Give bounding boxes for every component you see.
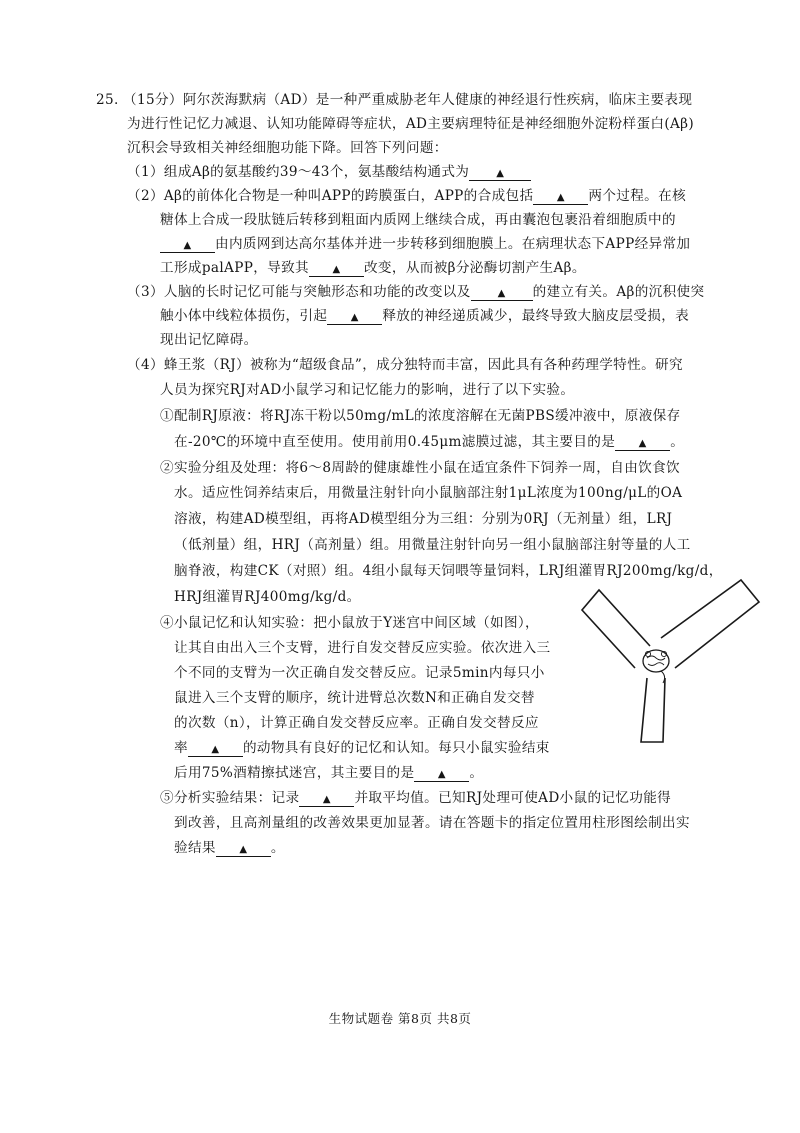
step4-text-7b: 。 — [469, 765, 484, 781]
q3-text-1a: （3）人脑的长时记忆可能与突触形态和功能的改变以及 — [127, 284, 471, 300]
step2-line-6: HRJ组灌胃RJ400mg/kg/d。 — [174, 589, 361, 605]
step1-text-2a: 在-20℃的环境中直至使用。使用前用0.45μm滤膜过滤，其主要目的是 — [174, 434, 616, 450]
step4-line-2: 让其自由出入三个支臂，进行自发交替反应实验。依次进入三 — [174, 640, 551, 656]
triangle-marker-icon: ▲ — [556, 192, 565, 203]
page-footer: 生物试题卷 第8页 共8页 — [328, 1011, 472, 1026]
q2-text-3b: 由内质网到达高尔基体并进一步转移到细胞膜上。在病理状态下APP经异常加 — [215, 236, 691, 252]
q3-text-2a: 触小体中线粒体损伤，引起 — [160, 308, 328, 324]
step4-line-4: 鼠进入三个支臂的顺序，统计进臂总次数N和正确自发交替 — [174, 690, 535, 706]
step5-text-3a: 验结果 — [174, 840, 216, 856]
q4-line-2: 人员为探究RJ对AD小鼠学习和记忆能力的影响，进行了以下实验。 — [160, 382, 575, 398]
step4-text-6a: 率 — [174, 740, 188, 756]
step5-text-3b: 。 — [270, 840, 285, 856]
step5-line-3 — [174, 838, 285, 858]
q2-text-4a: 工形成palAPP，导致其 — [160, 260, 309, 276]
q3-line-3: 现出记忆障碍。 — [160, 332, 258, 348]
q2-line-3 — [160, 234, 690, 254]
triangle-marker-icon: ▲ — [638, 438, 647, 449]
step1-line-1: ①配制RJ原液：将RJ冻干粉以50mg/mL的浓度溶解在无菌PBS缓冲液中，原液保存 — [160, 408, 681, 424]
q2-text-1b: 两个过程。在核 — [588, 188, 687, 204]
q2-answer-blank-1[interactable] — [533, 188, 588, 205]
triangle-marker-icon: ▲ — [239, 844, 248, 855]
triangle-marker-icon: ▲ — [496, 168, 505, 179]
step4-line-5: 的次数（n），计算正确自发交替反应率。正确自发交替反应 — [174, 715, 539, 731]
q2-text-4b: 改变，从而被β分泌酶切割产生Aβ。 — [363, 260, 586, 276]
step4-line-3: 个不同的支臂为一次正确自发交替反应。记录5min内每只小 — [174, 665, 545, 681]
step5-text-1a: ⑤分析实验结果：记录 — [160, 790, 300, 806]
step5-answer-blank-1[interactable] — [299, 790, 354, 807]
triangle-marker-icon: ▲ — [437, 769, 446, 780]
q2-answer-blank-2[interactable] — [160, 236, 215, 253]
intro-line-3: 沉积会导致相关神经细胞功能下降。回答下列问题： — [127, 140, 448, 156]
q3-answer-blank-1[interactable] — [471, 284, 533, 301]
step1-text-2b: 。 — [670, 434, 685, 450]
y-maze-right-arm — [661, 580, 759, 668]
triangle-marker-icon: ▲ — [211, 744, 220, 755]
question-number: 25. — [96, 92, 119, 108]
q1-text: （1）组成Aβ的氨基酸约39～43个，氨基酸结构通式为 — [127, 164, 470, 180]
q3-text-1b: 的建立有关。Aβ的沉积使突 — [532, 284, 705, 300]
q2-answer-blank-3[interactable] — [309, 260, 364, 277]
triangle-marker-icon: ▲ — [497, 288, 506, 299]
q3-text-2b: 释放的神经递质减少，最终导致大脑皮层受损，表 — [382, 308, 690, 324]
q2-text-1a: （2）Aβ的前体化合物是一种叫APP的跨膜蛋白，APP的合成包括 — [127, 188, 534, 204]
step2-line-1: ②实验分组及处理：将6～8周龄的健康雄性小鼠在适宜条件下饲养一周，自由饮食饮 — [160, 460, 680, 476]
step4-line-7 — [174, 763, 483, 783]
y-maze-figure — [577, 568, 765, 746]
triangle-marker-icon: ▲ — [322, 794, 331, 805]
step2-line-5: 脑脊液，构建CK（对照）组。4组小鼠每天饲喂等量饲料，LRJ组灌胃RJ200mg/kg/d， — [174, 563, 723, 579]
step2-line-3: 溶液，构建AD模型组，再将AD模型组分为三组：分别为0RJ（无剂量）组，LRJ — [174, 511, 673, 527]
step4-line-1: ④小鼠记忆和认知实验：把小鼠放于Y迷宫中间区域（如图）， — [160, 615, 540, 631]
step4-text-7a: 后用75%酒精擦拭迷宫，其主要目的是 — [174, 765, 415, 781]
q4-line-1: （4）蜂王浆（RJ）被称为“超级食品”，成分独特而丰富，因此具有各种药理学特性。研究 — [127, 357, 683, 373]
intro-line-1: （15分）阿尔茨海默病（AD）是一种严重威胁老年人健康的神经退行性疾病，临床主要表现 — [123, 92, 693, 108]
q2-line-1 — [127, 186, 686, 206]
step1-answer-blank[interactable] — [615, 434, 670, 451]
step4-answer-blank-1[interactable] — [188, 740, 243, 757]
step4-text-6b: 的动物具有良好的记忆和认知。每只小鼠实验结束 — [242, 740, 550, 756]
step5-line-1 — [160, 788, 671, 808]
step4-line-6 — [174, 738, 550, 758]
q3-answer-blank-2[interactable] — [327, 308, 382, 325]
intro-line-2: 为进行性记忆力减退、认知功能障碍等症状，AD主要病理特征是神经细胞外淀粉样蛋白(Aβ) — [127, 116, 695, 132]
step5-text-1b: 并取平均值。已知RJ处理可使AD小鼠的记忆功能得 — [354, 790, 672, 806]
q1-line — [127, 162, 531, 182]
triangle-marker-icon: ▲ — [183, 240, 192, 251]
y-maze-bottom-arm — [641, 678, 665, 742]
triangle-marker-icon: ▲ — [350, 312, 359, 323]
q3-line-2 — [160, 306, 689, 326]
step5-answer-blank-2[interactable] — [216, 840, 271, 857]
y-maze-left-arm — [582, 590, 650, 668]
triangle-marker-icon: ▲ — [332, 264, 341, 275]
q2-line-2: 糖体上合成一段肽链后转移到粗面内质网上继续合成，再由囊泡包裹沿着细胞质中的 — [160, 212, 676, 228]
q3-line-1 — [127, 282, 704, 302]
step1-line-2 — [174, 432, 684, 452]
step5-line-2: 到改善，且高剂量组的改善效果更加显著。请在答题卡的指定位置用柱形图绘制出实 — [174, 815, 690, 831]
step4-answer-blank-2[interactable] — [414, 765, 469, 782]
step2-line-2: 水。适应性饲养结束后，用微量注射针向小鼠脑部注射1μL浓度为100ng/μL的OA — [174, 485, 683, 501]
q2-line-4 — [160, 258, 586, 278]
q1-answer-blank[interactable] — [469, 164, 531, 181]
step2-line-4: （低剂量）组，HRJ（高剂量）组。用微量注射针向另一组小鼠脑部注射等量的人工 — [174, 537, 691, 553]
